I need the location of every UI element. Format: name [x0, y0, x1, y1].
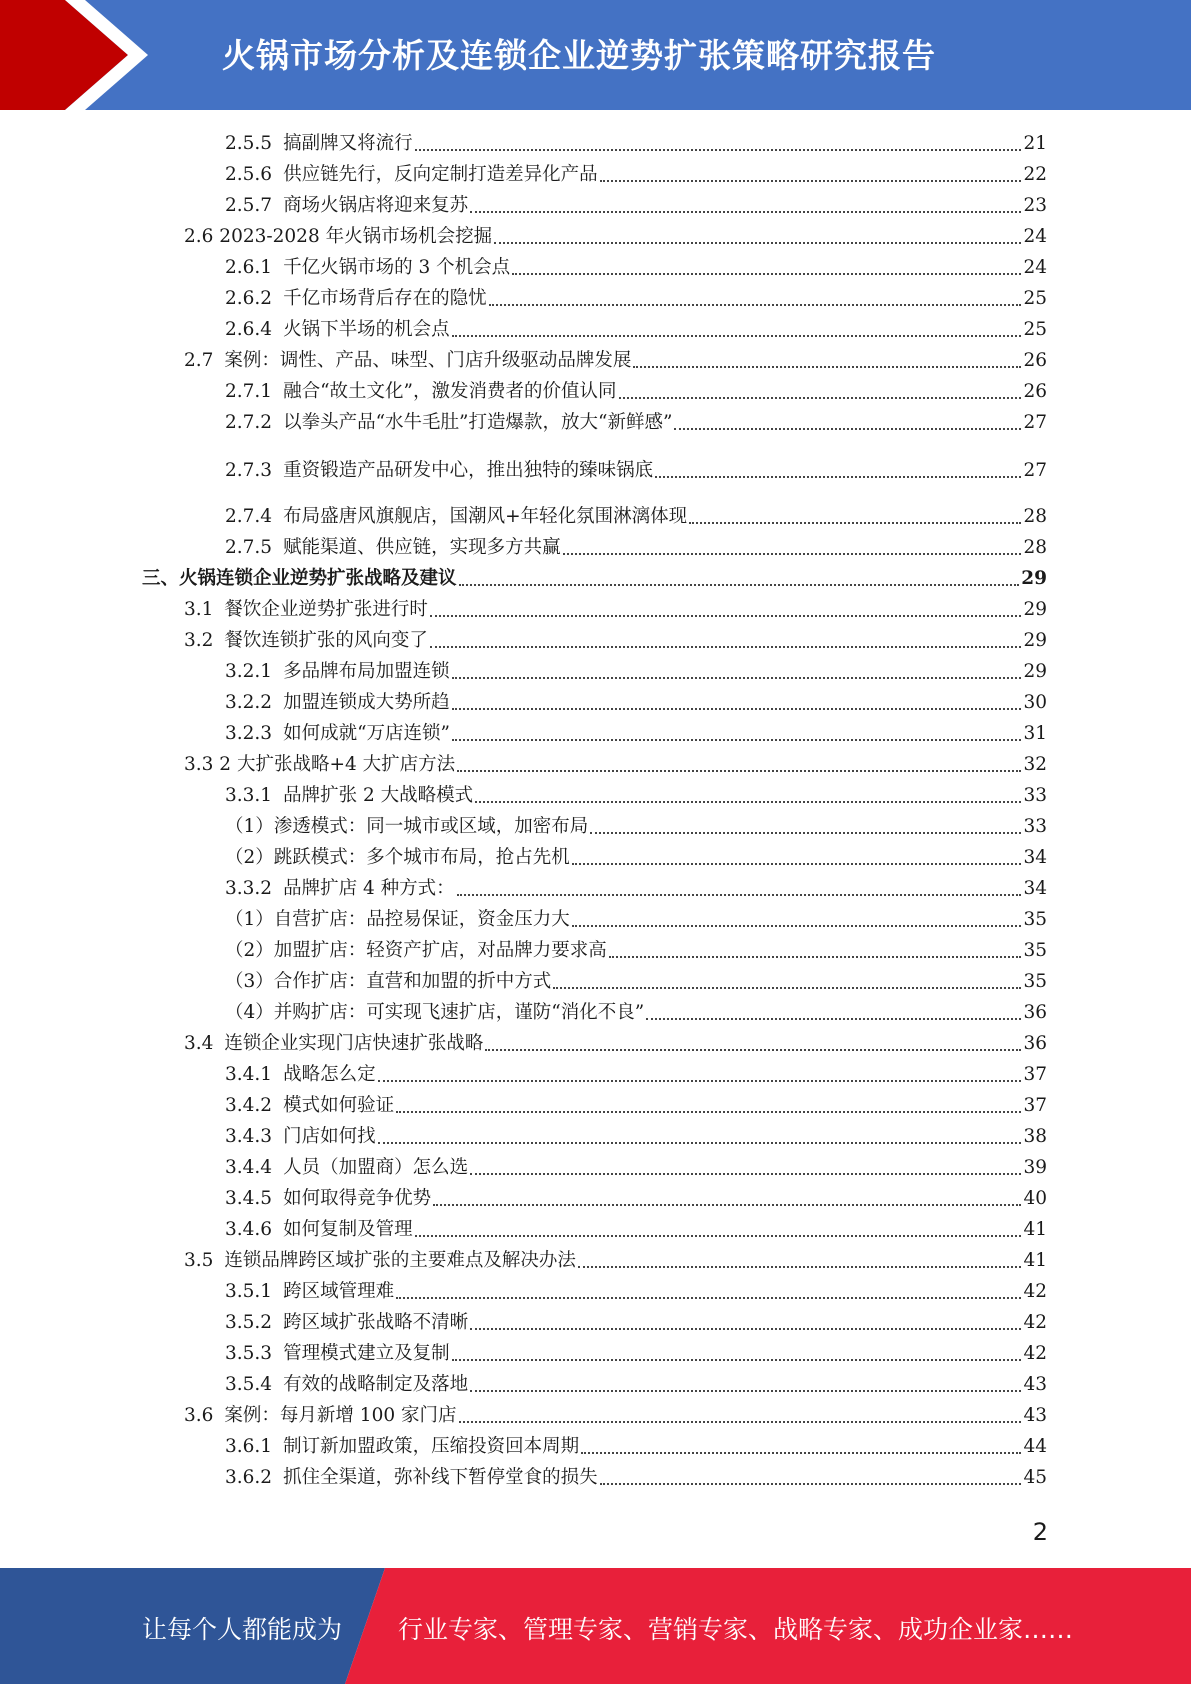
toc-dot-leader — [489, 304, 1021, 306]
toc-entry-page: 24 — [1023, 257, 1047, 278]
toc-entry-number: 3.4.2 — [225, 1095, 273, 1116]
toc-entry-page: 33 — [1023, 816, 1047, 837]
toc-entry[interactable] — [184, 348, 1047, 374]
toc-entry-page: 27 — [1023, 460, 1047, 481]
toc-entry-page: 24 — [1023, 226, 1047, 247]
toc-entry[interactable] — [225, 659, 1047, 685]
toc-entry-title: 管理模式建立及复制 — [283, 1343, 450, 1364]
toc-entry-title: 加盟连锁成大势所趋 — [283, 692, 450, 713]
toc-entry-number: 3.4.3 — [225, 1126, 273, 1147]
toc-dot-leader — [396, 1111, 1021, 1113]
toc-dot-leader — [396, 1297, 1021, 1299]
toc-entry[interactable] — [225, 458, 1047, 484]
toc-entry-title: 千亿火锅市场的 3 个机会点 — [283, 257, 511, 278]
toc-dot-leader — [452, 677, 1021, 679]
toc-entry-title: 以拳头产品“水牛毛肚”打造爆款，放大“新鲜感” — [283, 412, 673, 433]
toc-entry-number: 3.4.1 — [225, 1064, 273, 1085]
toc-entry-number: 3.4.6 — [225, 1219, 273, 1240]
toc-entry-title: 赋能渠道、供应链，实现多方共赢 — [283, 537, 561, 558]
toc-entry[interactable] — [225, 845, 1047, 871]
toc-entry-number: 3.1 — [184, 599, 214, 620]
toc-dot-leader — [452, 708, 1021, 710]
toc-entry-title: 如何成就“万店连锁” — [283, 723, 450, 744]
toc-entry[interactable] — [225, 535, 1047, 561]
toc-entry-title: 门店如何找 — [283, 1126, 376, 1147]
toc-dot-leader — [572, 863, 1021, 865]
toc-entry-page: 29 — [1023, 630, 1047, 651]
toc-entry-number: 3.5.1 — [225, 1281, 273, 1302]
toc-entry-page: 34 — [1023, 847, 1047, 868]
toc-entry-page: 41 — [1023, 1219, 1047, 1240]
toc-dot-leader — [600, 180, 1021, 182]
toc-entry-number: 2.7.3 — [225, 460, 273, 481]
toc-entry-title: 多品牌布局加盟连锁 — [283, 661, 450, 682]
toc-entry-page: 28 — [1023, 506, 1047, 527]
toc-entry-title: （2）加盟扩店：轻资产扩店，对品牌力要求高 — [225, 940, 607, 961]
toc-entry-number: 2.5.5 — [225, 133, 273, 154]
toc-entry-page: 27 — [1023, 412, 1047, 433]
page-number: 2 — [1032, 1518, 1048, 1546]
toc-dot-leader — [475, 801, 1021, 803]
toc-dot-leader — [578, 1266, 1021, 1268]
toc-entry-page: 36 — [1023, 1002, 1047, 1023]
toc-entry-title: 餐饮连锁扩张的风向变了 — [224, 630, 428, 651]
toc-entry[interactable] — [225, 504, 1047, 530]
toc-entry[interactable] — [225, 410, 1047, 436]
toc-entry-number: 3.3.2 — [225, 878, 273, 899]
toc-dot-leader — [553, 987, 1021, 989]
toc-entry-number: 3.6.2 — [225, 1467, 273, 1488]
toc-entry-number: 3.2.2 — [225, 692, 273, 713]
toc-entry-number: 2.5.6 — [225, 164, 273, 185]
toc-entry-page: 23 — [1023, 195, 1047, 216]
toc-entry-page: 40 — [1023, 1188, 1047, 1209]
toc-entry-page: 35 — [1023, 909, 1047, 930]
toc-entry[interactable] — [225, 1124, 1047, 1150]
toc-entry-title: 案例：调性、产品、味型、门店升级驱动品牌发展 — [224, 350, 632, 371]
toc-entry[interactable] — [225, 721, 1047, 747]
toc-entry-number: 3.3.1 — [225, 785, 273, 806]
toc-entry-page: 21 — [1023, 133, 1047, 154]
toc-entry-title: 火锅下半场的机会点 — [283, 319, 450, 340]
toc-dot-leader — [415, 149, 1021, 151]
toc-entry[interactable] — [225, 286, 1047, 312]
toc-dot-leader — [430, 646, 1021, 648]
toc-dot-leader — [470, 1173, 1021, 1175]
toc-entry-number: 2.6.2 — [225, 288, 273, 309]
toc-entry-title: 有效的战略制定及落地 — [283, 1374, 469, 1395]
toc-entry-number: 3.4.4 — [225, 1157, 273, 1178]
toc-entry-page: 34 — [1023, 878, 1047, 899]
toc-dot-leader — [563, 553, 1021, 555]
toc-dot-leader — [619, 397, 1022, 399]
toc-dot-leader — [674, 428, 1021, 430]
toc-entry-title: （1）渗透模式：同一城市或区域，加密布局 — [225, 816, 589, 837]
toc-entry-page: 25 — [1023, 288, 1047, 309]
toc-entry-number: 3.2.1 — [225, 661, 273, 682]
toc-entry[interactable] — [184, 1248, 1047, 1274]
toc-dot-leader — [470, 1328, 1021, 1330]
toc-dot-leader — [485, 1049, 1021, 1051]
toc-entry-title: 搞副牌又将流行 — [283, 133, 413, 154]
toc-dot-leader — [512, 273, 1021, 275]
toc-entry-page: 38 — [1023, 1126, 1047, 1147]
toc-entry-title: 三、火锅连锁企业逆势扩张战略及建议 — [142, 568, 457, 589]
toc-entry-number: 3.2.3 — [225, 723, 273, 744]
toc-entry-title: 品牌扩店 4 种方式： — [283, 878, 455, 899]
toc-entry-title: 跨区域管理难 — [283, 1281, 395, 1302]
toc-entry-title: 融合“故土文化”，激发消费者的价值认同 — [283, 381, 617, 402]
toc-entry-number: 2.5.7 — [225, 195, 273, 216]
toc-entry-number: 3.6 — [184, 1405, 214, 1426]
toc-entry[interactable] — [184, 1031, 1047, 1057]
toc-entry[interactable] — [225, 131, 1047, 157]
toc-entry[interactable] — [225, 193, 1047, 219]
footer-slogan-right: 行业专家、管理专家、营销专家、战略专家、成功企业家…… — [398, 1615, 1074, 1644]
toc-entry[interactable] — [184, 597, 1047, 623]
toc-entry-title: 供应链先行，反向定制打造差异化产品 — [283, 164, 598, 185]
toc-entry[interactable] — [225, 876, 1047, 902]
toc-entry[interactable] — [225, 1062, 1047, 1088]
toc-entry-number: 3.4.5 — [225, 1188, 273, 1209]
toc-entry-number: 2.7.1 — [225, 381, 273, 402]
toc-entry-title: 跨区域扩张战略不清晰 — [283, 1312, 469, 1333]
toc-entry-title: 模式如何验证 — [283, 1095, 395, 1116]
toc-dot-leader — [378, 1142, 1021, 1144]
footer-banner — [0, 1568, 1191, 1684]
toc-entry-number: 2.7.2 — [225, 412, 273, 433]
report-title: 火锅市场分析及连锁企业逆势扩张策略研究报告 — [222, 36, 936, 75]
toc-entry-page: 31 — [1023, 723, 1047, 744]
toc-dot-leader — [452, 1359, 1021, 1361]
toc-entry-page: 35 — [1023, 940, 1047, 961]
header-chevron-icon — [0, 0, 160, 110]
toc-dot-leader — [689, 522, 1021, 524]
toc-dot-leader — [572, 925, 1021, 927]
toc-entry[interactable] — [225, 1000, 1047, 1026]
toc-entry[interactable] — [142, 566, 1047, 592]
toc-entry-page: 26 — [1023, 350, 1047, 371]
toc-entry[interactable] — [225, 907, 1047, 933]
toc-dot-leader — [600, 1483, 1021, 1485]
toc-entry-number: 2.7.5 — [225, 537, 273, 558]
toc-entry[interactable] — [225, 162, 1047, 188]
toc-dot-leader — [655, 476, 1021, 478]
toc-entry-page: 25 — [1023, 319, 1047, 340]
toc-entry-title: 千亿市场背后存在的隐忧 — [283, 288, 487, 309]
toc-dot-leader — [609, 956, 1021, 958]
toc-entry-page: 29 — [1023, 599, 1047, 620]
toc-entry-title: 战略怎么定 — [283, 1064, 376, 1085]
toc-entry[interactable] — [225, 1155, 1047, 1181]
toc-dot-leader — [633, 366, 1021, 368]
toc-entry-number: 3.5 — [184, 1250, 214, 1271]
toc-entry-title: 案例：每月新增 100 家门店 — [224, 1405, 457, 1426]
toc-entry-page: 37 — [1023, 1064, 1047, 1085]
toc-entry[interactable] — [225, 969, 1047, 995]
toc-entry[interactable] — [225, 1093, 1047, 1119]
toc-entry-page: 32 — [1023, 754, 1047, 775]
toc-entry[interactable] — [225, 317, 1047, 343]
toc-dot-leader — [457, 894, 1021, 896]
toc-dot-leader — [452, 335, 1021, 337]
toc-entry-number: 3.6.1 — [225, 1436, 273, 1457]
toc-entry[interactable] — [225, 1341, 1047, 1367]
toc-entry[interactable] — [225, 1434, 1047, 1460]
toc-entry[interactable] — [225, 1310, 1047, 1336]
toc-entry-number: 2.7.4 — [225, 506, 273, 527]
toc-entry-number: 2.6.4 — [225, 319, 273, 340]
toc-entry[interactable] — [225, 1217, 1047, 1243]
toc-entry-page: 42 — [1023, 1312, 1047, 1333]
toc-entry-title: 人员（加盟商）怎么选 — [283, 1157, 469, 1178]
toc-entry-title: （4）并购扩店：可实现飞速扩店，谨防“消化不良” — [225, 1002, 645, 1023]
toc-entry-page: 42 — [1023, 1281, 1047, 1302]
toc-entry[interactable] — [225, 814, 1047, 840]
toc-entry-number: 2.7 — [184, 350, 214, 371]
toc-entry-title: （1）自营扩店：品控易保证，资金压力大 — [225, 909, 570, 930]
toc-entry-number: 3.5.3 — [225, 1343, 273, 1364]
toc-dot-leader — [430, 615, 1021, 617]
toc-entry-page: 28 — [1023, 537, 1047, 558]
toc-entry-title: （2）跳跃模式：多个城市布局，抢占先机 — [225, 847, 570, 868]
toc-entry[interactable] — [225, 1279, 1047, 1305]
toc-entry-page: 29 — [1023, 661, 1047, 682]
toc-entry-title: 连锁品牌跨区域扩张的主要难点及解决办法 — [224, 1250, 576, 1271]
toc-dot-leader — [415, 1235, 1021, 1237]
toc-entry[interactable] — [225, 255, 1047, 281]
toc-entry-page: 29 — [1021, 568, 1047, 589]
toc-entry[interactable] — [225, 1372, 1047, 1398]
toc-entry[interactable] — [184, 752, 1047, 778]
toc-entry-page: 41 — [1023, 1250, 1047, 1271]
toc-entry-number: 3.5.2 — [225, 1312, 273, 1333]
toc-entry-title: 抓住全渠道，弥补线下暂停堂食的损失 — [283, 1467, 598, 1488]
toc-entry-page: 33 — [1023, 785, 1047, 806]
toc-dot-leader — [378, 1080, 1021, 1082]
toc-dot-leader — [457, 770, 1021, 772]
toc-entry[interactable] — [184, 1403, 1047, 1429]
toc-entry-page: 42 — [1023, 1343, 1047, 1364]
toc-entry[interactable] — [225, 379, 1047, 405]
toc-entry-page: 37 — [1023, 1095, 1047, 1116]
toc-entry-page: 39 — [1023, 1157, 1047, 1178]
toc-entry-page: 36 — [1023, 1033, 1047, 1054]
toc-entry-page: 35 — [1023, 971, 1047, 992]
toc-entry-page: 26 — [1023, 381, 1047, 402]
toc-entry-page: 30 — [1023, 692, 1047, 713]
toc-dot-leader — [459, 1421, 1022, 1423]
toc-entry-title: 3.3 2 大扩张战略+4 大扩店方法 — [184, 754, 456, 775]
toc-dot-leader — [581, 1452, 1021, 1454]
toc-dot-leader — [470, 1390, 1021, 1392]
toc-entry-page: 43 — [1023, 1405, 1047, 1426]
toc-entry-page: 43 — [1023, 1374, 1047, 1395]
toc-entry-title: 如何复制及管理 — [283, 1219, 413, 1240]
toc-entry[interactable] — [225, 1186, 1047, 1212]
toc-dot-leader — [646, 1018, 1021, 1020]
toc-dot-leader — [470, 211, 1021, 213]
toc-entry-title: 制订新加盟政策，压缩投资回本周期 — [283, 1436, 580, 1457]
toc-entry-number: 3.5.4 — [225, 1374, 273, 1395]
toc-entry-title: 品牌扩张 2 大战略模式 — [283, 785, 474, 806]
toc-entry[interactable] — [184, 628, 1047, 654]
toc-entry-page: 44 — [1023, 1436, 1047, 1457]
toc-dot-leader — [459, 584, 1020, 586]
toc-entry[interactable] — [184, 224, 1047, 250]
toc-entry-page: 22 — [1023, 164, 1047, 185]
footer-slogan-left: 让每个人都能成为 — [142, 1615, 343, 1644]
toc-entry-page: 45 — [1023, 1467, 1047, 1488]
toc-entry-title: 如何取得竞争优势 — [283, 1188, 432, 1209]
toc-entry-title: 商场火锅店将迎来复苏 — [283, 195, 469, 216]
toc-entry-number: 3.4 — [184, 1033, 214, 1054]
toc-entry-title: （3）合作扩店：直营和加盟的折中方式 — [225, 971, 552, 992]
header-banner — [0, 0, 1191, 110]
toc-entry-title: 2.6 2023-2028 年火锅市场机会挖掘 — [184, 226, 493, 247]
toc-entry-number: 2.6.1 — [225, 257, 273, 278]
toc-entry[interactable] — [225, 938, 1047, 964]
toc-entry[interactable] — [225, 1465, 1047, 1491]
toc-entry-title: 餐饮企业逆势扩张进行时 — [224, 599, 428, 620]
toc-dot-leader — [590, 832, 1021, 834]
toc-entry[interactable] — [225, 783, 1047, 809]
toc-entry-number: 3.2 — [184, 630, 214, 651]
toc-dot-leader — [433, 1204, 1021, 1206]
toc-entry[interactable] — [225, 690, 1047, 716]
toc-entry-title: 连锁企业实现门店快速扩张战略 — [224, 1033, 484, 1054]
toc-dot-leader — [494, 242, 1021, 244]
toc-dot-leader — [452, 739, 1021, 741]
toc-entry-title: 布局盛唐风旗舰店，国潮风+年轻化氛围淋漓体现 — [283, 506, 688, 527]
toc-entry-title: 重资锻造产品研发中心，推出独特的臻味锅底 — [283, 460, 654, 481]
